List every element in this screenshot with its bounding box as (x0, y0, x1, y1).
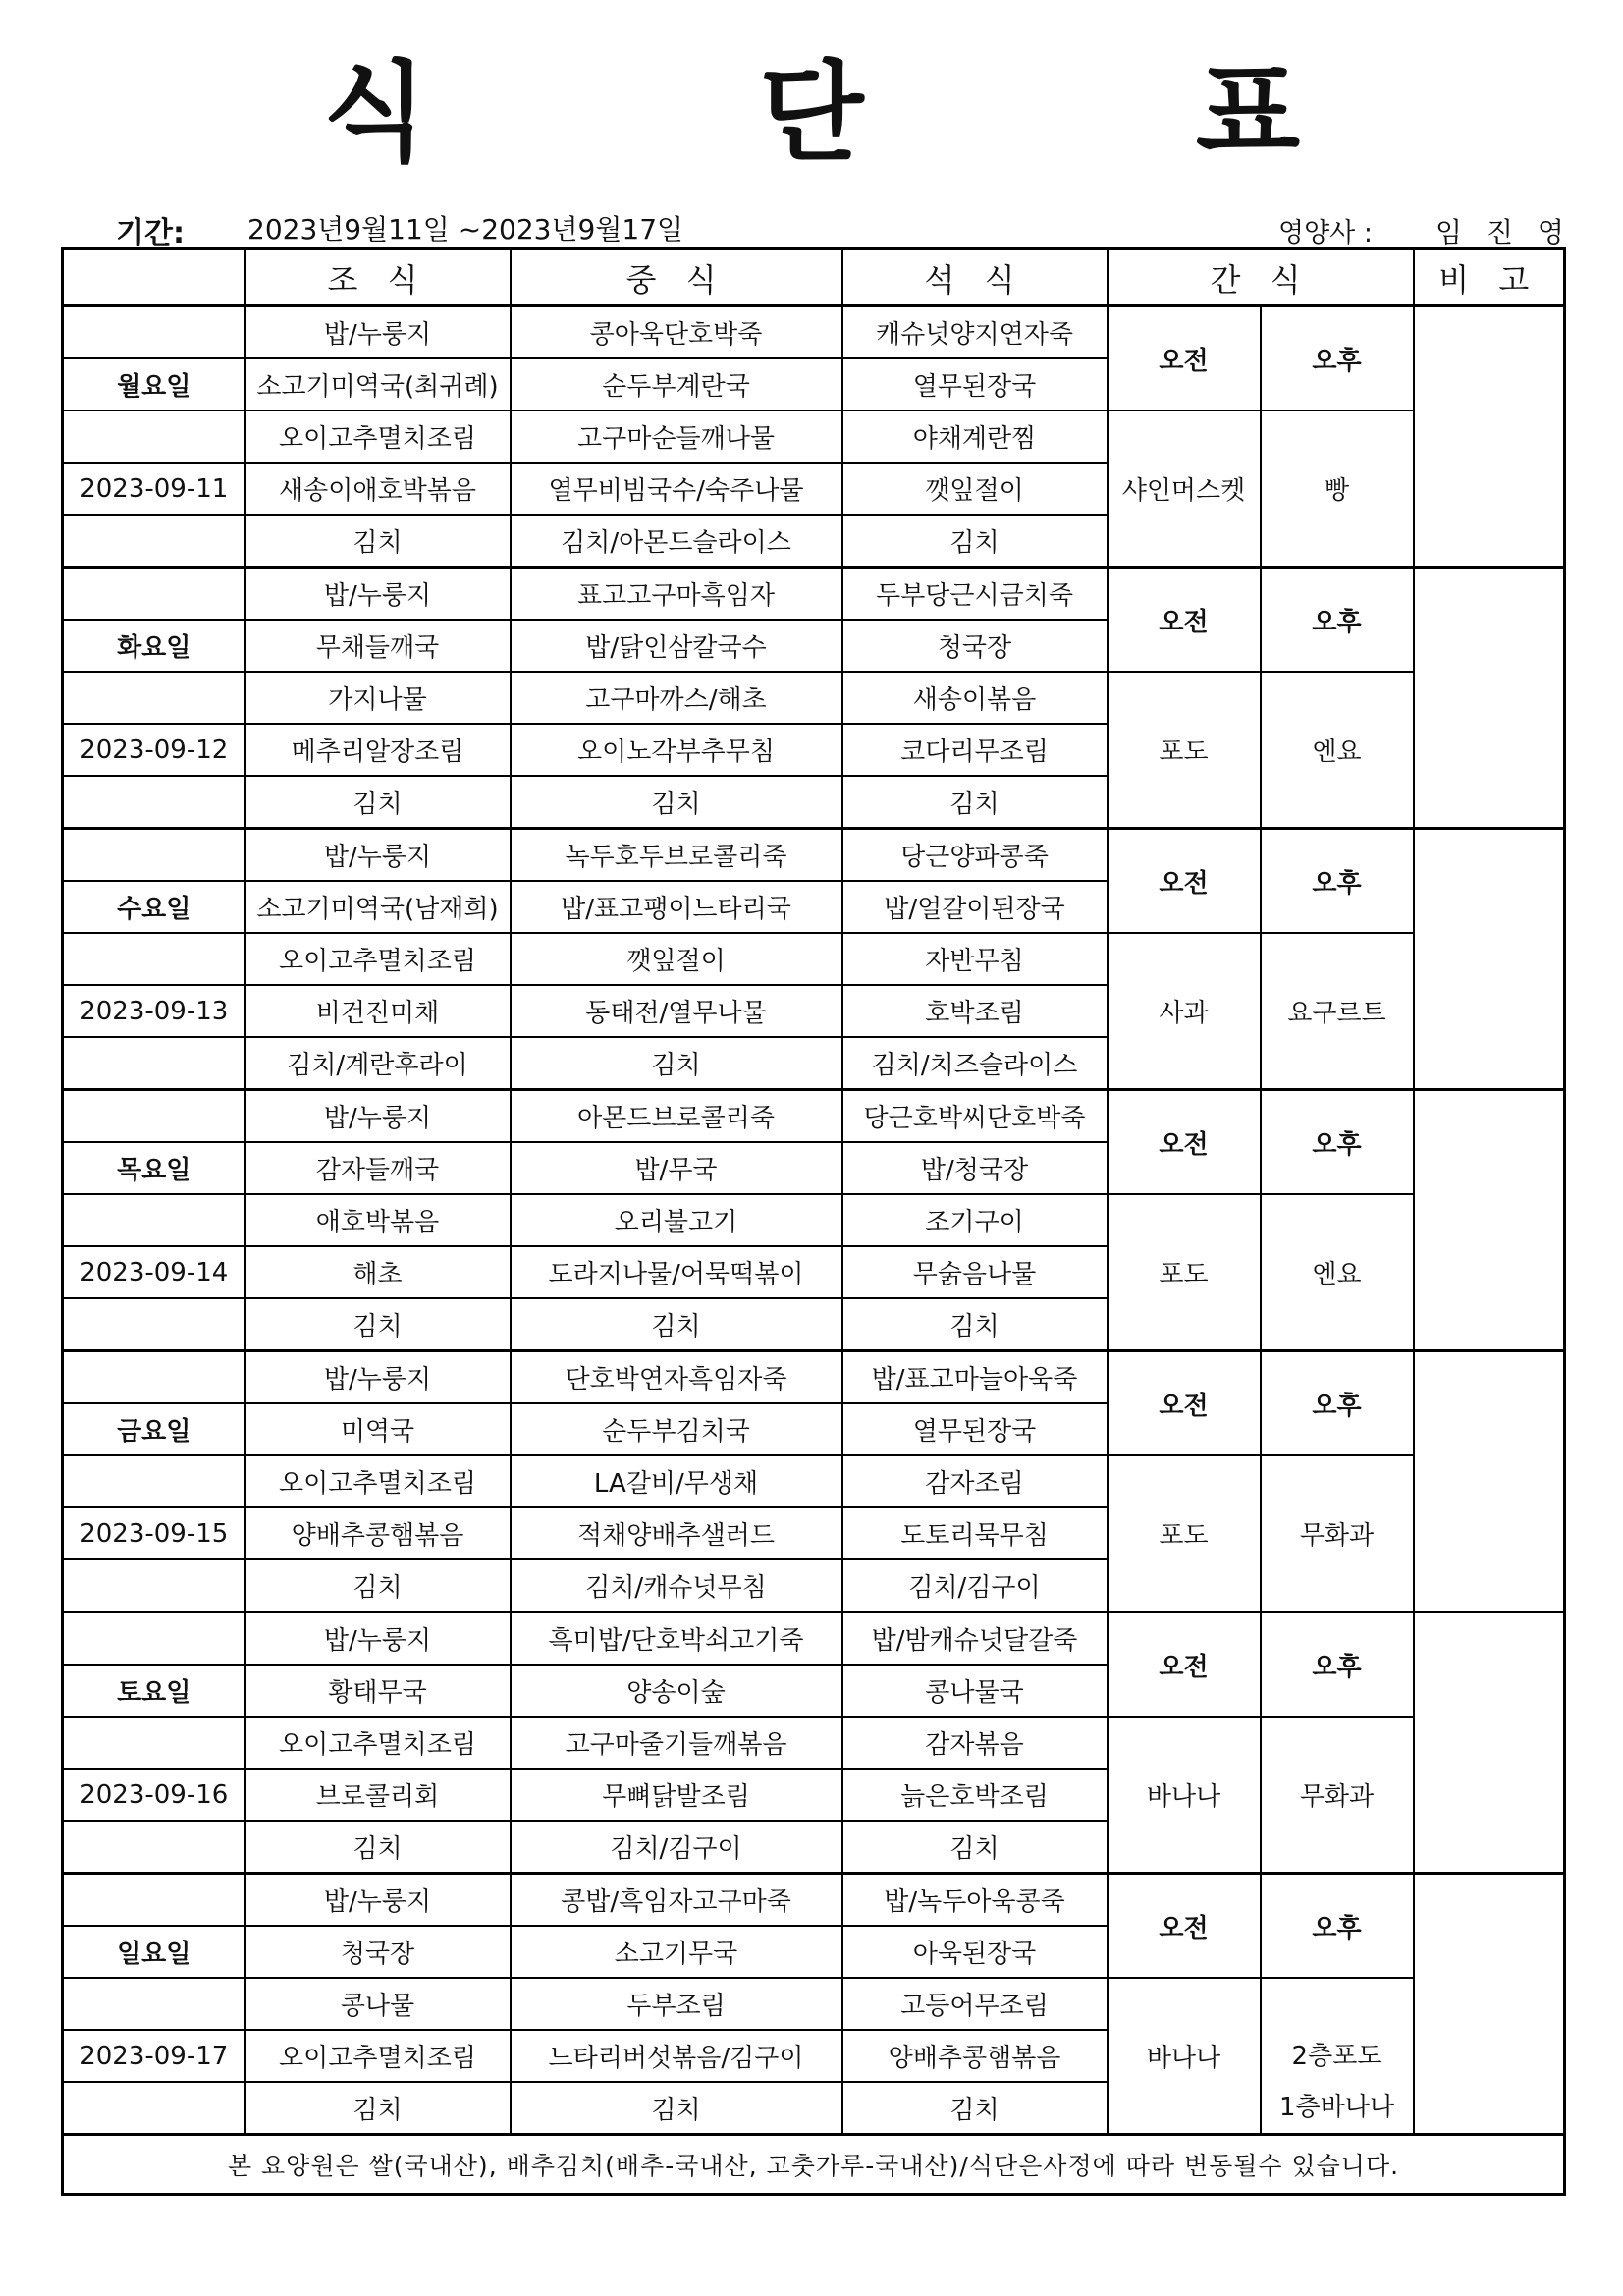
snack-pm-value: 엔요 (1261, 1194, 1414, 1351)
breakfast-item: 소고기미역국(최귀례) (245, 358, 511, 410)
dinner-item: 자반무침 (842, 933, 1108, 985)
period-value: 2023년9월11일 ~2023년9월17일 (247, 213, 684, 246)
note-cell (1414, 1351, 1565, 1613)
dinner-item: 밥/얼갈이된장국 (842, 881, 1108, 933)
dinner-item: 두부당근시금치죽 (842, 568, 1108, 621)
lunch-item: 오리불고기 (511, 1194, 842, 1246)
breakfast-item: 청국장 (245, 1926, 511, 1978)
header-lunch: 중 식 (511, 249, 842, 306)
snack-am-value: 포도 (1108, 672, 1261, 829)
snack-pm-label: 오후 (1261, 1874, 1414, 1979)
dinner-item: 청국장 (842, 620, 1108, 672)
snack-pm-label: 오후 (1261, 829, 1414, 934)
lunch-item: 열무비빔국수/숙주나물 (511, 463, 842, 515)
day-spacer (63, 1351, 245, 1404)
day-spacer (63, 306, 245, 359)
day-spacer (63, 1194, 245, 1246)
breakfast-item: 밥/누룽지 (245, 568, 511, 621)
dinner-item: 콩나물국 (842, 1665, 1108, 1717)
lunch-item: 깻잎절이 (511, 933, 842, 985)
breakfast-item: 오이고추멸치조림 (245, 1455, 511, 1507)
breakfast-item: 김치 (245, 2082, 511, 2135)
snack-pm-label: 오후 (1261, 1090, 1414, 1195)
lunch-item: 두부조림 (511, 1978, 842, 2030)
nutritionist-name: 임 진 영 (1435, 216, 1572, 248)
lunch-item: 단호박연자흑임자죽 (511, 1351, 842, 1404)
day-spacer (63, 776, 245, 829)
note-cell (1414, 568, 1565, 829)
breakfast-item: 밥/누룽지 (245, 306, 511, 359)
day-spacer (63, 1821, 245, 1874)
snack-am-label: 오전 (1108, 829, 1261, 934)
snack-pm-value: 엔요 (1261, 672, 1414, 829)
dinner-item: 김치 (842, 1821, 1108, 1874)
day-date: 2023-09-12 (63, 724, 245, 776)
lunch-item: 소고기무국 (511, 1926, 842, 1978)
snack-am-value: 바나나 (1108, 1978, 1261, 2135)
day-block (63, 568, 1565, 829)
snack-am-label: 오전 (1108, 1090, 1261, 1195)
lunch-item: 밥/닭인삼칼국수 (511, 620, 842, 672)
breakfast-item: 밥/누룽지 (245, 1090, 511, 1143)
day-spacer (63, 1613, 245, 1666)
table-row (63, 306, 1565, 359)
dinner-item: 감자조림 (842, 1455, 1108, 1507)
snack-am-value: 샤인머스켓 (1108, 410, 1261, 568)
day-spacer (63, 1090, 245, 1143)
nutritionist-label: 영양사 : (1278, 218, 1373, 248)
lunch-item: 김치 (511, 1298, 842, 1351)
snack-pm-value: 빵 (1261, 410, 1414, 568)
table-row (63, 672, 1565, 724)
table-row (63, 1978, 1565, 2030)
dinner-item: 도토리묵무침 (842, 1507, 1108, 1559)
breakfast-item: 김치 (245, 776, 511, 829)
snack-am-label: 오전 (1108, 1874, 1261, 1979)
breakfast-item: 오이고추멸치조림 (245, 410, 511, 463)
day-name: 목요일 (63, 1142, 245, 1194)
snack-am-value: 포도 (1108, 1455, 1261, 1613)
lunch-item: LA갈비/무생채 (511, 1455, 842, 1507)
breakfast-item: 미역국 (245, 1403, 511, 1455)
dinner-item: 호박조림 (842, 985, 1108, 1037)
table-row (63, 568, 1565, 621)
breakfast-item: 밥/누룽지 (245, 1613, 511, 1666)
day-block (63, 1351, 1565, 1613)
lunch-item: 흑미밥/단호박쇠고기죽 (511, 1613, 842, 1666)
day-date: 2023-09-15 (63, 1507, 245, 1559)
breakfast-item: 오이고추멸치조림 (245, 1717, 511, 1769)
day-spacer (63, 672, 245, 724)
note-cell (1414, 829, 1565, 1090)
snack-pm-label: 오후 (1261, 1351, 1414, 1456)
dinner-item: 고등어무조림 (842, 1978, 1108, 2030)
day-date: 2023-09-11 (63, 463, 245, 515)
table-row (63, 1455, 1565, 1507)
day-name: 일요일 (63, 1926, 245, 1978)
dinner-item: 김치 (842, 776, 1108, 829)
snack-am-label: 오전 (1108, 306, 1261, 411)
lunch-item: 적채양배추샐러드 (511, 1507, 842, 1559)
day-spacer (63, 568, 245, 621)
lunch-item: 순두부계란국 (511, 358, 842, 410)
note-cell (1414, 1613, 1565, 1874)
dinner-item: 양배추콩햄볶음 (842, 2030, 1108, 2082)
lunch-item: 밥/무국 (511, 1142, 842, 1194)
lunch-item: 아몬드브로콜리죽 (511, 1090, 842, 1143)
note-cell (1414, 1874, 1565, 2135)
dinner-item: 야채계란찜 (842, 410, 1108, 463)
day-spacer (63, 1717, 245, 1769)
breakfast-item: 김치 (245, 1298, 511, 1351)
table-row (63, 1613, 1565, 1666)
table-row (63, 1090, 1565, 1143)
snack-pm-label: 오후 (1261, 306, 1414, 411)
header-day (63, 249, 245, 306)
dinner-item: 밥/녹두아욱콩죽 (842, 1874, 1108, 1927)
dinner-item: 밥/밤캐슈넛달갈죽 (842, 1613, 1108, 1666)
breakfast-item: 애호박볶음 (245, 1194, 511, 1246)
breakfast-item: 해초 (245, 1246, 511, 1298)
table-row (63, 1194, 1565, 1246)
breakfast-item: 브로콜리회 (245, 1769, 511, 1821)
note-cell (1414, 306, 1565, 568)
lunch-item: 도라지나물/어묵떡볶이 (511, 1246, 842, 1298)
page-title: 식 단 표 (322, 50, 1448, 176)
lunch-item: 김치 (511, 2082, 842, 2135)
dinner-item: 깻잎절이 (842, 463, 1108, 515)
lunch-item: 고구마순들깨나물 (511, 410, 842, 463)
header-snack: 간 식 (1108, 249, 1414, 306)
day-spacer (63, 1978, 245, 2030)
day-name: 토요일 (63, 1665, 245, 1717)
lunch-item: 오이노각부추무침 (511, 724, 842, 776)
day-date: 2023-09-13 (63, 985, 245, 1037)
breakfast-item: 양배추콩햄볶음 (245, 1507, 511, 1559)
lunch-item: 김치/캐슈넛무침 (511, 1559, 842, 1613)
lunch-item: 콩아욱단호박죽 (511, 306, 842, 359)
day-spacer (63, 933, 245, 985)
lunch-item: 밥/표고팽이느타리국 (511, 881, 842, 933)
lunch-item: 무뼈닭발조림 (511, 1769, 842, 1821)
header-breakfast: 조 식 (245, 249, 511, 306)
day-block (63, 306, 1565, 568)
breakfast-item: 김치 (245, 1559, 511, 1613)
dinner-item: 아욱된장국 (842, 1926, 1108, 1978)
breakfast-item: 오이고추멸치조림 (245, 2030, 511, 2082)
day-date: 2023-09-14 (63, 1246, 245, 1298)
breakfast-item: 콩나물 (245, 1978, 511, 2030)
day-date: 2023-09-17 (63, 2030, 245, 2082)
table-row (63, 933, 1565, 985)
dinner-item: 무숡음나물 (842, 1246, 1108, 1298)
lunch-item: 김치 (511, 1037, 842, 1090)
snack-pm-value: 요구르트 (1261, 933, 1414, 1090)
breakfast-item: 김치 (245, 515, 511, 568)
day-date: 2023-09-16 (63, 1769, 245, 1821)
lunch-item: 느타리버섯볶음/김구이 (511, 2030, 842, 2082)
header-note: 비 고 (1414, 249, 1565, 306)
dinner-item: 김치 (842, 515, 1108, 568)
breakfast-item: 밥/누룽지 (245, 1351, 511, 1404)
day-spacer (63, 1559, 245, 1613)
day-spacer (63, 410, 245, 463)
snack-am-value: 포도 (1108, 1194, 1261, 1351)
lunch-item: 동태전/열무나물 (511, 985, 842, 1037)
dinner-item: 당근양파콩죽 (842, 829, 1108, 882)
day-name: 화요일 (63, 620, 245, 672)
breakfast-item: 새송이애호박볶음 (245, 463, 511, 515)
dinner-item: 김치 (842, 2082, 1108, 2135)
day-spacer (63, 1455, 245, 1507)
breakfast-item: 황태무국 (245, 1665, 511, 1717)
lunch-item: 순두부김치국 (511, 1403, 842, 1455)
snack-am-value: 사과 (1108, 933, 1261, 1090)
dinner-item: 열무된장국 (842, 358, 1108, 410)
snack-pm-label: 오후 (1261, 568, 1414, 673)
breakfast-item: 소고기미역국(남재희) (245, 881, 511, 933)
dinner-item: 밥/표고마늘아욱죽 (842, 1351, 1108, 1404)
dinner-item: 김치/김구이 (842, 1559, 1108, 1613)
table-row (63, 1717, 1565, 1769)
snack-pm-value: 무화과 (1261, 1455, 1414, 1613)
lunch-item: 콩밥/흑임자고구마죽 (511, 1874, 842, 1927)
dinner-item: 늙은호박조림 (842, 1769, 1108, 1821)
header-dinner: 석 식 (842, 249, 1108, 306)
day-name: 금요일 (63, 1403, 245, 1455)
meal-plan-table (61, 247, 1566, 2196)
note-cell (1414, 1090, 1565, 1351)
table-row (63, 829, 1565, 882)
dinner-item: 김치/치즈슬라이스 (842, 1037, 1108, 1090)
lunch-item: 표고고구마흑임자 (511, 568, 842, 621)
dinner-item: 당근호박씨단호박죽 (842, 1090, 1108, 1143)
header-row (63, 249, 1565, 306)
lunch-item: 김치 (511, 776, 842, 829)
lunch-item: 고구마까스/해초 (511, 672, 842, 724)
day-block (63, 829, 1565, 1090)
snack-am-label: 오전 (1108, 1351, 1261, 1456)
snack-pm-item: 2층포도 (1291, 2042, 1382, 2071)
day-spacer (63, 1037, 245, 1090)
dinner-item: 조기구이 (842, 1194, 1108, 1246)
breakfast-item: 가지나물 (245, 672, 511, 724)
snack-am-label: 오전 (1108, 1613, 1261, 1718)
table-row (63, 410, 1565, 463)
lunch-item: 양송이숲 (511, 1665, 842, 1717)
breakfast-item: 메추리알장조림 (245, 724, 511, 776)
dinner-item: 김치 (842, 1298, 1108, 1351)
snack-pm-value: 무화과 (1261, 1717, 1414, 1874)
breakfast-item: 비건진미채 (245, 985, 511, 1037)
breakfast-item: 밥/누룽지 (245, 829, 511, 882)
day-block (63, 1090, 1565, 1351)
dinner-item: 캐슈넛양지연자죽 (842, 306, 1108, 359)
period-label: 기간: (116, 216, 185, 250)
breakfast-item: 밥/누룽지 (245, 1874, 511, 1927)
breakfast-item: 무채들깨국 (245, 620, 511, 672)
day-spacer (63, 829, 245, 882)
dinner-item: 감자볶음 (842, 1717, 1108, 1769)
day-spacer (63, 1874, 245, 1927)
dinner-item: 밥/청국장 (842, 1142, 1108, 1194)
lunch-item: 김치/아몬드슬라이스 (511, 515, 842, 568)
dinner-item: 새송이볶음 (842, 672, 1108, 724)
snack-pm-label: 오후 (1261, 1613, 1414, 1718)
table-row (63, 1351, 1565, 1404)
snack-am-value: 바나나 (1108, 1717, 1261, 1874)
footer-note: 본 요양원은 쌀(국내산), 배추김치(배추-국내산, 고춧가루-국내산)/식단은사정에 따라 변동될수 있습니다. (63, 2135, 1565, 2195)
dinner-item: 코다리무조림 (842, 724, 1108, 776)
lunch-item: 녹두호두브로콜리죽 (511, 829, 842, 882)
day-spacer (63, 515, 245, 568)
day-spacer (63, 1298, 245, 1351)
lunch-item: 고구마줄기들깨볶음 (511, 1717, 842, 1769)
lunch-item: 김치/김구이 (511, 1821, 842, 1874)
table-row (63, 1874, 1565, 1927)
day-block (63, 1613, 1565, 1874)
snack-am-label: 오전 (1108, 568, 1261, 673)
day-name: 수요일 (63, 881, 245, 933)
breakfast-item: 김치 (245, 1821, 511, 1874)
day-name: 월요일 (63, 358, 245, 410)
breakfast-item: 김치/계란후라이 (245, 1037, 511, 1090)
day-block (63, 1874, 1565, 2135)
dinner-item: 열무된장국 (842, 1403, 1108, 1455)
snack-pm-value (1261, 1978, 1414, 2135)
day-spacer (63, 2082, 245, 2135)
breakfast-item: 감자들깨국 (245, 1142, 511, 1194)
breakfast-item: 오이고추멸치조림 (245, 933, 511, 985)
snack-pm-item: 1층바나나 (1278, 2093, 1394, 2122)
